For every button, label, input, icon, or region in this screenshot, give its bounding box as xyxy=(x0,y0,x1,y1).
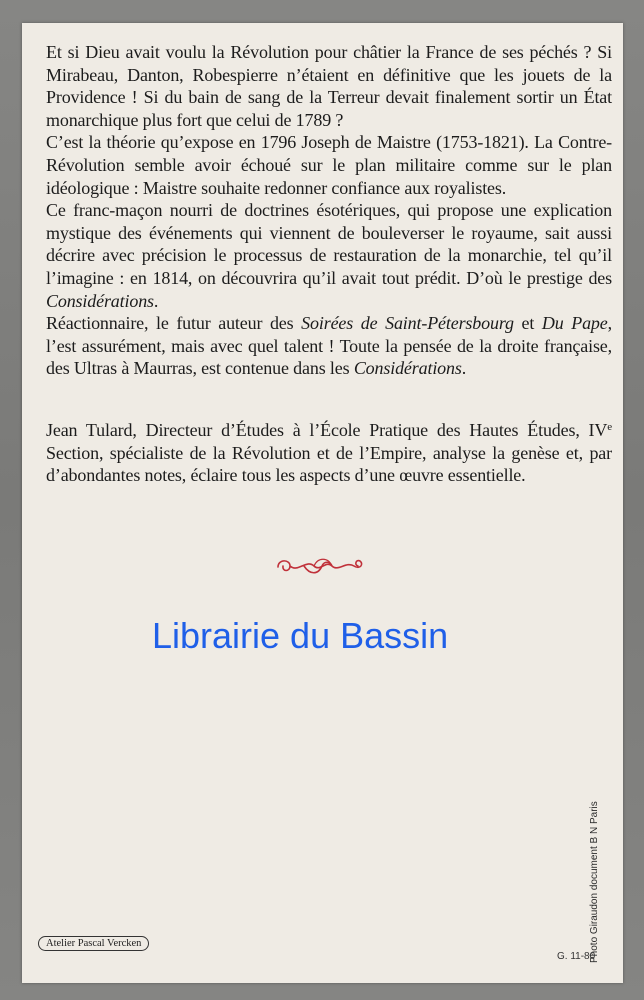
blurb-p4-text-c: , l’est assurément, mais avec quel talent ! Toute la pensée de la droite française, des Ultras à Maurras, est contenue dans les xyxy=(46,313,612,379)
blurb-paragraph-2: C’est la théorie qu’expose en 1796 Joseph de Maistre (1753-1821). La Contre-Révolution semble avoir échoué sur le plan militaire comme sur le plan idéologique : Maistre souhaite redonner confiance aux royalistes. xyxy=(46,132,612,198)
blurb-p4-text-a: Réactionnaire, le futur auteur des xyxy=(46,313,294,334)
author-note-text-a: Jean Tulard, Directeur d’Études à l’École Pratique des Hautes Études, IV xyxy=(46,420,608,440)
book-back-cover xyxy=(22,23,623,983)
author-note xyxy=(46,419,612,487)
author-note-superscript: e xyxy=(607,421,612,433)
blurb-paragraph-3 xyxy=(46,199,612,312)
blurb-paragraph-1: Et si Dieu avait voulu la Révolution pour châtier la France de ses péchés ? Si Mirabeau, Danton, Robespierre n’étaient en définitive que les jouets de la Providence ! Si du bain de sang de la Terreur devait finalement sortir un État monarchique plus fort que celui de 1789 ? xyxy=(46,42,612,130)
seller-watermark: Librairie du Bassin xyxy=(152,615,449,656)
blurb-p4-title-considerations: Considérations xyxy=(353,358,462,379)
blurb-p4-end: . xyxy=(461,358,467,379)
ornament-flourish-icon xyxy=(274,553,369,579)
blurb-p4-title-soirees: Soirées de Saint-Pétersbourg xyxy=(301,313,514,334)
blurb-paragraph-4 xyxy=(46,312,612,380)
blurb-p3-text: Ce franc-maçon nourri de doctrines ésotériques, qui propose une explication mystique des événements qui viennent de bouleverser le royaume, sait aussi décrire avec précision le processus de restauration de la monarchie, tel qu’il l’imagine : en 1814, on découvrira qu’il avait tout prédit. D’où le prestige des xyxy=(46,200,612,288)
blurb-p3-end: . xyxy=(153,290,159,311)
blurb xyxy=(46,41,612,380)
blurb-p3-title: Considérations xyxy=(46,290,154,311)
catalog-code: G. 11-80 xyxy=(557,951,596,962)
designer-label: Atelier Pascal Vercken xyxy=(38,936,149,951)
blurb-p4-title-pape: Du Pape xyxy=(541,313,608,334)
photo-credit-text: Photo Giraudon document B N Paris xyxy=(589,801,600,963)
author-note-text-b: Section, spécialiste de la Révolution et de l’Empire, analyse la genèse et, par d’abondantes notes, éclaire tous les aspects d’une œuvre essentielle. xyxy=(46,442,612,486)
blurb-p4-text-b: et xyxy=(521,313,535,334)
